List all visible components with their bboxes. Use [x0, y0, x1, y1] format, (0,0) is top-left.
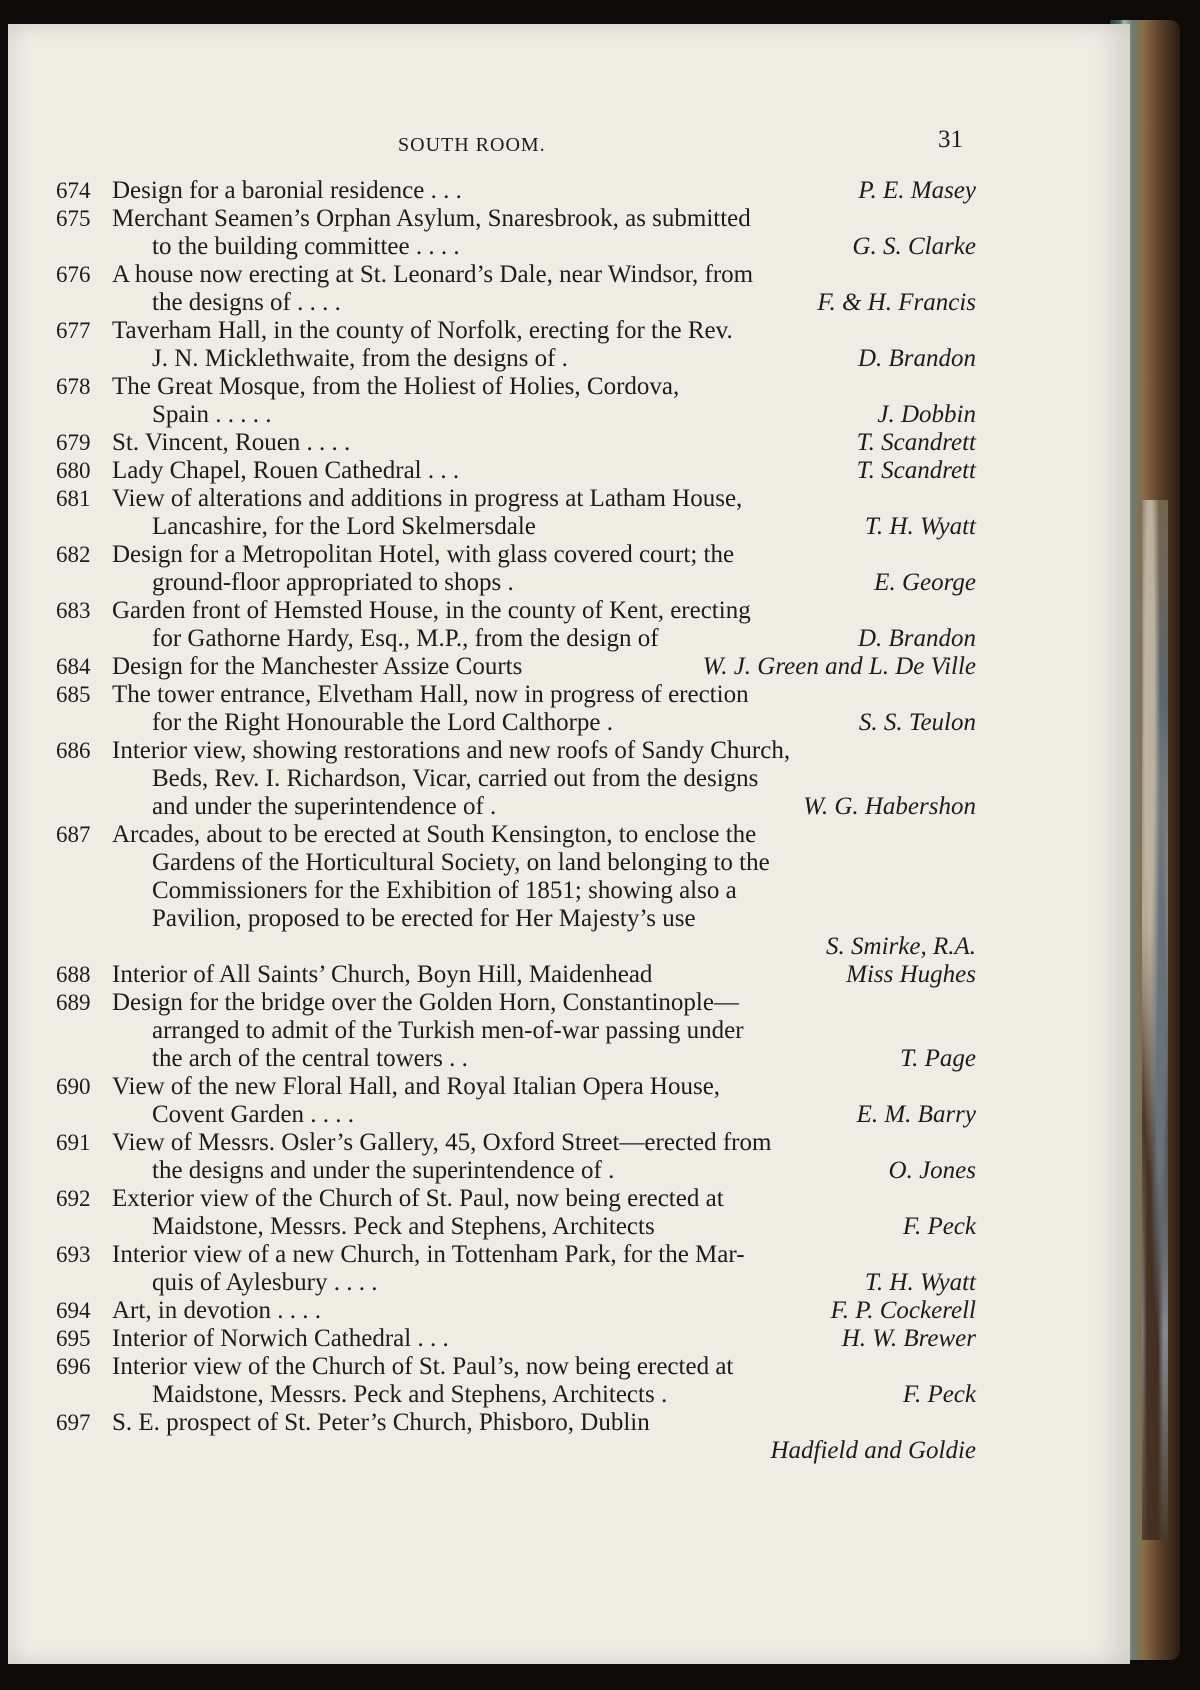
entry-line [56, 1409, 976, 1437]
entry-number: 679 [56, 430, 91, 455]
entry-title-text: The tower entrance, Elvetham Hall, now in progress of erection [112, 681, 749, 708]
catalogue-entry [56, 541, 976, 597]
catalogue-entry [56, 681, 976, 737]
catalogue-entry [56, 821, 976, 961]
entry-line [56, 513, 976, 541]
entry-author: H. W. Brewer [841, 1325, 976, 1352]
entry-line [56, 1353, 976, 1381]
catalogue-entry [56, 261, 976, 317]
entry-number: 686 [56, 738, 91, 763]
entry-title-text: Garden front of Hemsted House, in the county of Kent, erecting [112, 597, 751, 624]
entry-line [56, 233, 976, 261]
entry-number: 685 [56, 682, 91, 707]
entry-title-text: Design for a baronial residence . . . [112, 177, 462, 204]
entry-author: F. & H. Francis [817, 289, 976, 316]
entry-line [56, 597, 976, 625]
entry-title-text: Maidstone, Messrs. Peck and Stephens, Architects . [152, 1381, 668, 1408]
entry-title-text: Arcades, about to be erected at South Kensington, to enclose the [112, 821, 757, 848]
entry-title-text: View of alterations and additions in progress at Latham House, [112, 485, 743, 512]
entry-title-text: Beds, Rev. I. Richardson, Vicar, carried out from the designs [152, 765, 759, 792]
entry-number: 697 [56, 1410, 91, 1435]
entry-title-text: St. Vincent, Rouen . . . . [112, 429, 351, 456]
catalogue-entry [56, 1241, 976, 1297]
entry-author: W. G. Habershon [803, 793, 976, 820]
entry-author: J. Dobbin [877, 401, 976, 428]
entry-title-text: Taverham Hall, in the county of Norfolk, erecting for the Rev. [112, 317, 733, 344]
entry-title-text: J. N. Micklethwaite, from the designs of . [152, 345, 568, 372]
entry-number: 675 [56, 206, 91, 231]
entry-title-text: The Great Mosque, from the Holiest of Holies, Cordova, [112, 373, 680, 400]
catalogue-entry [56, 1073, 976, 1129]
catalogue-entry [56, 317, 976, 373]
entry-line [56, 1381, 976, 1409]
entry-line [56, 429, 976, 457]
entry-line [56, 1297, 976, 1325]
entry-title-text: Art, in devotion . . . . [112, 1297, 322, 1324]
entry-line [56, 1129, 976, 1157]
entry-line [56, 681, 976, 709]
entry-title-text: Interior view of a new Church, in Tottenham Park, for the Mar- [112, 1241, 745, 1268]
entry-title-text: Pavilion, proposed to be erected for Her Majesty’s use [152, 905, 696, 932]
entry-title-text: and under the superintendence of . [152, 793, 497, 820]
entry-line [56, 1185, 976, 1213]
entry-author-line [56, 1437, 976, 1465]
entry-line [56, 1241, 976, 1269]
entry-title-text: Commissioners for the Exhibition of 1851; showing also a [152, 877, 737, 904]
entry-line [56, 653, 976, 681]
entry-title-text: Lady Chapel, Rouen Cathedral . . . [112, 457, 460, 484]
entry-title-text: for the Right Honourable the Lord Calthorpe . [152, 709, 613, 736]
entry-title-text: S. E. prospect of St. Peter’s Church, Phisboro, Dublin [112, 1409, 650, 1436]
catalogue-entry [56, 961, 976, 989]
entry-author: F. Peck [902, 1213, 976, 1240]
entry-title-text: Spain . . . . . [152, 401, 272, 428]
entry-line [56, 1101, 976, 1129]
entry-number: 690 [56, 1074, 91, 1099]
entry-number: 695 [56, 1326, 91, 1351]
entry-title-text: Maidstone, Messrs. Peck and Stephens, Architects [152, 1213, 655, 1240]
entry-author: T. H. Wyatt [864, 1269, 976, 1296]
catalogue-entry [56, 1129, 976, 1185]
entry-line [56, 457, 976, 485]
entry-line [56, 765, 976, 793]
catalogue-entry [56, 1185, 976, 1241]
entry-line [56, 317, 976, 345]
entry-title-text: Design for the Manchester Assize Courts [112, 653, 523, 680]
entry-number: 687 [56, 822, 91, 847]
entry-line [56, 821, 976, 849]
entry-line [56, 1073, 976, 1101]
catalogue-entry [56, 1325, 976, 1353]
entry-line [56, 849, 976, 877]
entry-number: 680 [56, 458, 91, 483]
entry-author: Hadfield and Goldie [770, 1437, 976, 1464]
catalogue-entry [56, 429, 976, 457]
catalogue-entry [56, 457, 976, 485]
entry-line [56, 625, 976, 653]
entry-title-text: arranged to admit of the Turkish men-of-war passing under [152, 1017, 744, 1044]
entry-line [56, 205, 976, 233]
entry-number: 688 [56, 962, 91, 987]
entry-author: E. George [874, 569, 976, 596]
entry-title-text: Interior of All Saints’ Church, Boyn Hill, Maidenhead [112, 961, 653, 988]
entry-author: P. E. Masey [858, 177, 976, 204]
entry-author: O. Jones [888, 1157, 976, 1184]
entry-line [56, 793, 976, 821]
catalogue-entry [56, 653, 976, 681]
entry-line [56, 1213, 976, 1241]
entry-author: D. Brandon [857, 345, 976, 372]
entry-title-text: the arch of the central towers . . [152, 1045, 468, 1072]
entry-number: 692 [56, 1186, 91, 1211]
entry-line [56, 709, 976, 737]
entry-title-text: the designs and under the superintendence of . [152, 1157, 615, 1184]
entry-author: Miss Hughes [846, 961, 976, 988]
entry-title-text: Design for the bridge over the Golden Horn, Constantinople— [112, 989, 739, 1016]
entry-title-text: Merchant Seamen’s Orphan Asylum, Snaresbrook, as submitted [112, 205, 751, 232]
entry-line [56, 961, 976, 989]
catalogue-entry [56, 1353, 976, 1409]
entry-line [56, 373, 976, 401]
entry-number: 693 [56, 1242, 91, 1267]
entry-number: 674 [56, 178, 91, 203]
entry-number: 677 [56, 318, 91, 343]
entry-title-text: for Gathorne Hardy, Esq., M.P., from the design of [152, 625, 659, 652]
book-page [8, 24, 1130, 1664]
entry-line [56, 1157, 976, 1185]
page-content [8, 24, 1130, 1664]
entry-number: 678 [56, 374, 91, 399]
page-number: 31 [938, 126, 963, 153]
entry-line [56, 261, 976, 289]
entry-line [56, 177, 976, 205]
catalogue-entry [56, 373, 976, 429]
entry-line [56, 289, 976, 317]
entry-author: T. Scandrett [856, 457, 976, 484]
entry-line [56, 485, 976, 513]
entry-title-text: Covent Garden . . . . [152, 1101, 355, 1128]
entry-number: 696 [56, 1354, 91, 1379]
entry-line [56, 1017, 976, 1045]
entry-author: E. M. Barry [856, 1101, 976, 1128]
entry-title-text: ground-floor appropriated to shops . [152, 569, 514, 596]
entry-author: F. Peck [902, 1381, 976, 1408]
entry-author: T. Scandrett [856, 429, 976, 456]
entry-line [56, 345, 976, 373]
catalogue-entry [56, 177, 976, 205]
catalogue-entry [56, 737, 976, 821]
entry-line [56, 541, 976, 569]
entry-author: T. H. Wyatt [864, 513, 976, 540]
entry-title-text: Interior view of the Church of St. Paul’s, now being erected at [112, 1353, 734, 1380]
entry-line [56, 569, 976, 597]
entry-title-text: View of Messrs. Osler’s Gallery, 45, Oxford Street—erected from [112, 1129, 772, 1156]
entry-line [56, 1045, 976, 1073]
catalogue-entry [56, 1409, 976, 1465]
entry-line [56, 737, 976, 765]
entry-number: 689 [56, 990, 91, 1015]
entry-title-text: Exterior view of the Church of St. Paul, now being erected at [112, 1185, 724, 1212]
entry-title-text: View of the new Floral Hall, and Royal Italian Opera House, [112, 1073, 721, 1100]
entry-line [56, 877, 976, 905]
entry-title-text: Design for a Metropolitan Hotel, with glass covered court; the [112, 541, 735, 568]
entry-number: 694 [56, 1298, 91, 1323]
entry-author: S. S. Teulon [858, 709, 976, 736]
entry-author: S. Smirke, R.A. [826, 933, 976, 960]
catalogue-entry [56, 597, 976, 653]
entry-title-text: the designs of . . . . [152, 289, 341, 316]
entry-title-text: Interior view, showing restorations and new roofs of Sandy Church, [112, 737, 791, 764]
entry-line [56, 401, 976, 429]
entry-line [56, 989, 976, 1017]
entry-title-text: Gardens of the Horticultural Society, on land belonging to the [152, 849, 770, 876]
running-head: SOUTH ROOM. [398, 134, 546, 156]
entry-number: 681 [56, 486, 91, 511]
page-header [8, 112, 1130, 156]
entry-number: 684 [56, 654, 91, 679]
entry-number: 683 [56, 598, 91, 623]
entry-line [56, 905, 976, 933]
entry-line [56, 1269, 976, 1297]
entry-author: D. Brandon [857, 625, 976, 652]
entry-title-text: Interior of Norwich Cathedral . . . [112, 1325, 449, 1352]
entry-number: 682 [56, 542, 91, 567]
entry-number: 691 [56, 1130, 91, 1155]
entry-title-text: quis of Aylesbury . . . . [152, 1269, 378, 1296]
catalogue-entry [56, 989, 976, 1073]
catalogue-entry [56, 205, 976, 261]
entry-author: G. S. Clarke [852, 233, 976, 260]
entry-author: T. Page [900, 1045, 976, 1072]
catalogue-entries [56, 177, 976, 1465]
entry-author: F. P. Cockerell [830, 1297, 976, 1324]
entry-title-text: Lancashire, for the Lord Skelmersdale [152, 513, 536, 540]
catalogue-entry [56, 1297, 976, 1325]
entry-title-text: A house now erecting at St. Leonard’s Dale, near Windsor, from [112, 261, 754, 288]
entry-author: W. J. Green and L. De Ville [702, 653, 976, 680]
marbled-page-edge [1142, 500, 1168, 1540]
catalogue-entry [56, 485, 976, 541]
entry-number: 676 [56, 262, 91, 287]
entry-title-text: to the building committee . . . . [152, 233, 460, 260]
entry-author-line [56, 933, 976, 961]
entry-line [56, 1325, 976, 1353]
